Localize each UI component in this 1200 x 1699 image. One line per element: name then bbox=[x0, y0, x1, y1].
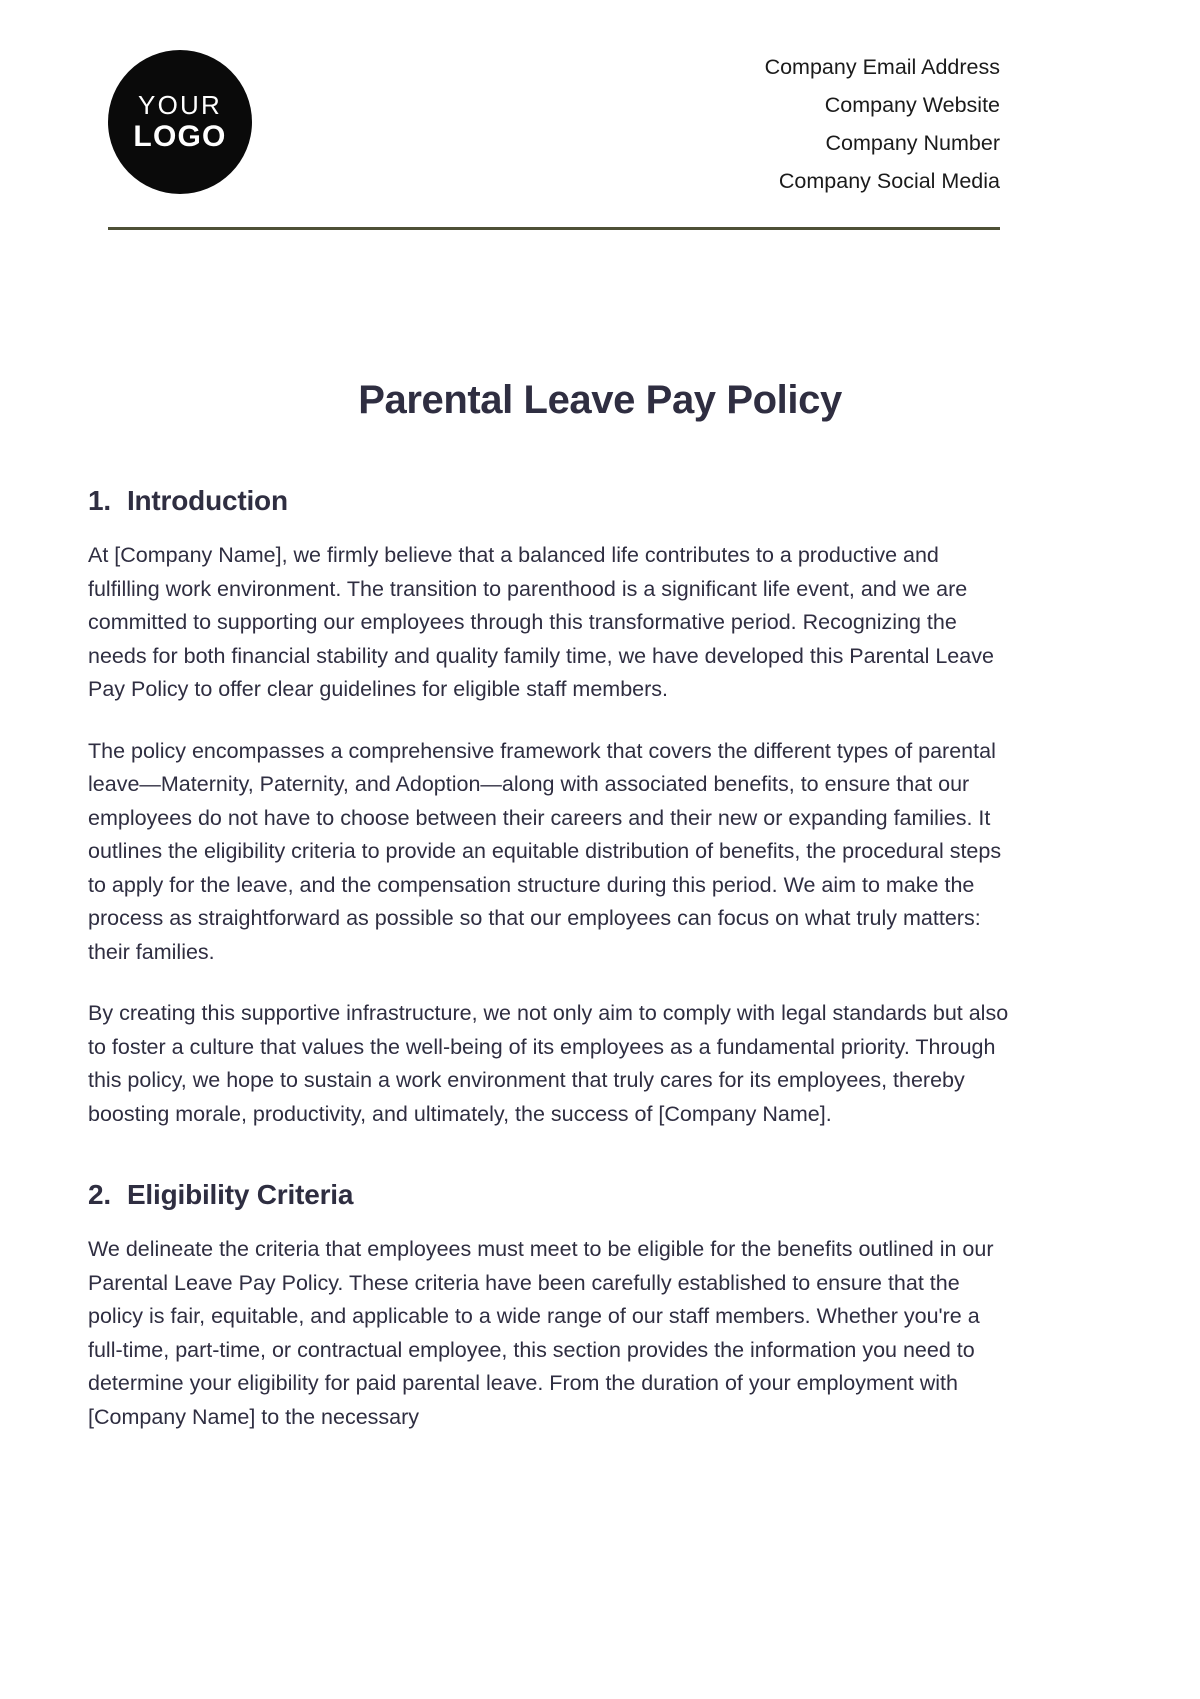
section-introduction bbox=[88, 485, 1010, 1131]
paragraph: By creating this supportive infrastructure, we not only aim to comply with legal standards but also to foster a culture that values the well-being of its employees as a fundamental priority. Through this policy, we hope to sustain a work environment that truly cares for its employees, thereby boosting morale, productivity, and ultimately, the success of [Company Name]. bbox=[88, 1001, 1009, 1126]
contact-number: Company Number bbox=[825, 131, 1000, 155]
section-eligibility-criteria bbox=[88, 1179, 1010, 1434]
section-number: 1. bbox=[88, 485, 111, 516]
paragraph: We delineate the criteria that employees must meet to be eligible for the benefits outlined in our Parental Leave Pay Policy. These criteria have been carefully established to ensure that the policy is fair, equitable, and applicable to a wide range of our staff members. Whether you're a full-time, part-time, or contractual employee, this section provides the information you need to determine your eligibility for paid parental leave. From the duration of your employment with [Company Name] to the necessary bbox=[88, 1237, 994, 1429]
logo-circle bbox=[108, 50, 252, 194]
document-body bbox=[0, 485, 1200, 1434]
section-title: Introduction bbox=[126, 485, 288, 516]
section-heading-introduction bbox=[88, 485, 1010, 517]
logo-text-your: YOUR bbox=[138, 90, 222, 120]
document-header bbox=[0, 0, 1200, 200]
contact-website: Company Website bbox=[824, 93, 1000, 117]
logo-text-logo: LOGO bbox=[133, 120, 227, 153]
paragraph: The policy encompasses a comprehensive framework that covers the different types of parental leave—Maternity, Paternity, and Adoption—along with associated benefits, to ensure that our employees do not have to choose between their careers and their new or expanding families. It outlines the eligibility criteria to provide an equitable distribution of benefits, the procedural steps to apply for the leave, and the compensation structure during this period. We aim to make the process as straightforward as possible so that our employees can focus on what truly matters: their families. bbox=[88, 738, 1002, 964]
paragraph: At [Company Name], we firmly believe that a balanced life contributes to a productive and fulfilling work environment. The transition to parenthood is a significant life event, and we are committed to supporting our employees through this transformative period. Recognizing the needs for both financial stability and quality family time, we have developed this Parental Leave Pay Policy to offer clear guidelines for eligible staff members. bbox=[88, 543, 994, 701]
logo-placeholder bbox=[108, 42, 252, 194]
section-title: Eligibility Criteria bbox=[126, 1179, 354, 1210]
contact-email-address: Company Email Address bbox=[764, 55, 1000, 79]
header-divider bbox=[108, 227, 1000, 230]
company-contact-block bbox=[765, 42, 1000, 200]
contact-social-media: Company Social Media bbox=[778, 169, 1000, 193]
section-number: 2. bbox=[88, 1179, 111, 1210]
page-title: Parental Leave Pay Policy bbox=[358, 378, 842, 422]
section-heading-eligibility-criteria bbox=[88, 1179, 1010, 1211]
